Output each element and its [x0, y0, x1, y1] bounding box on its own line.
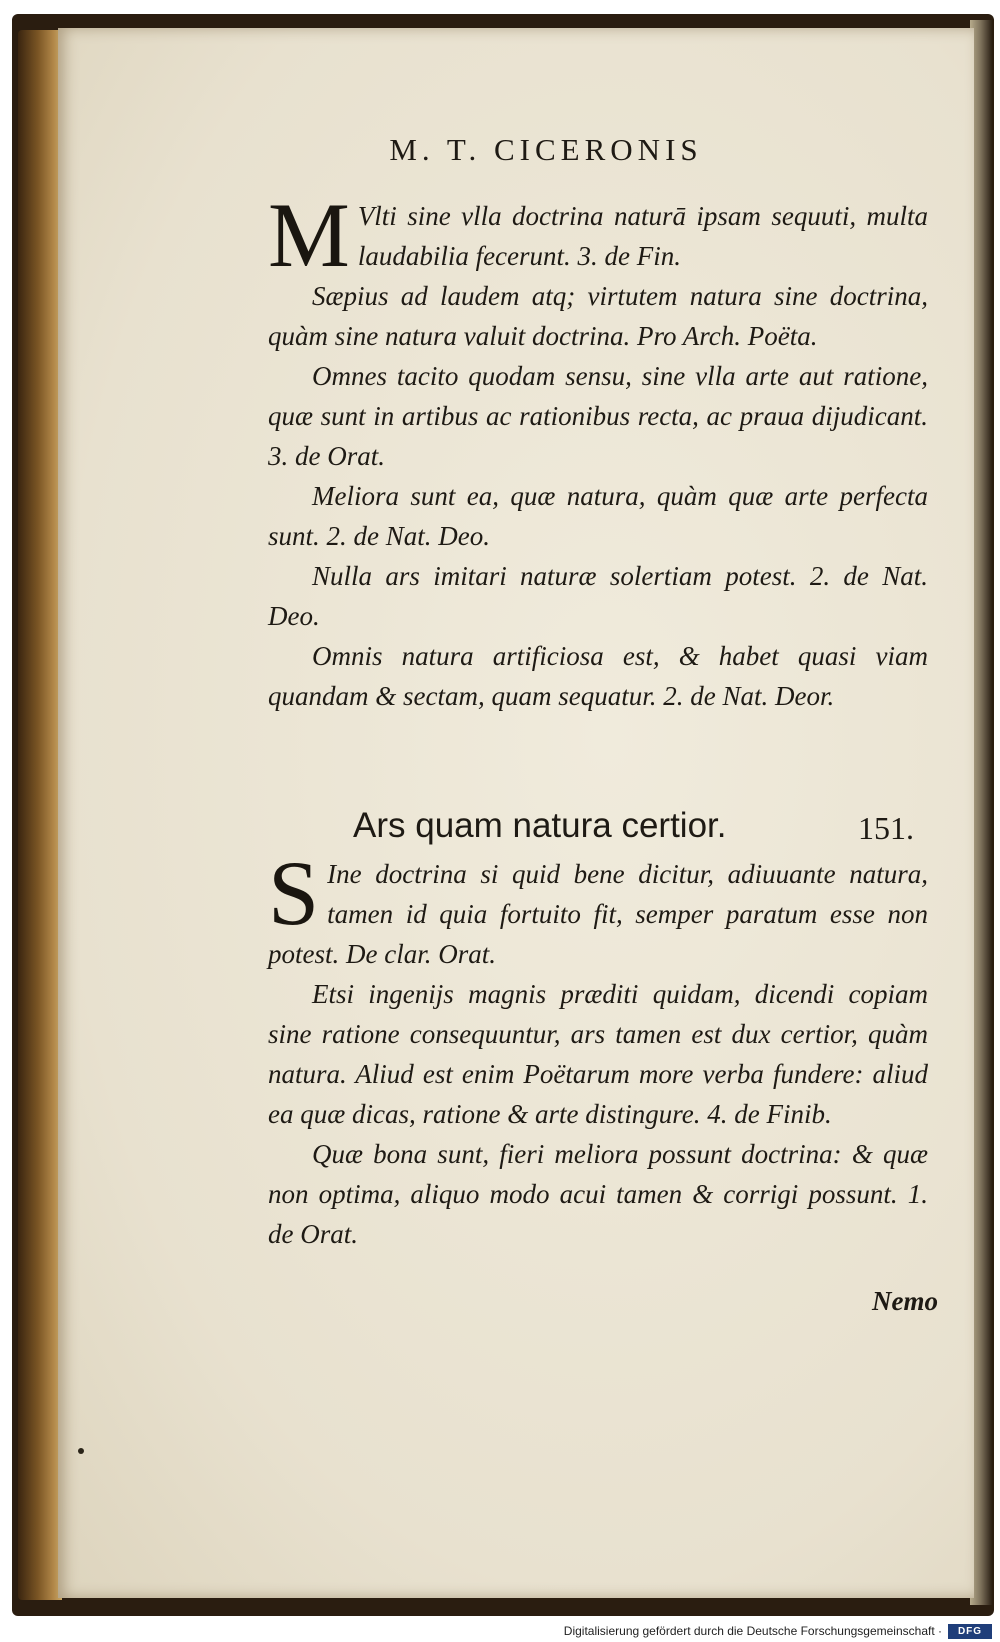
paragraph: Omnes tacito quodam sensu, sine vlla arte aut ratione, quæ sunt in artibus ac rationibus recta, ac praua dijudicant. 3. de Orat.: [268, 361, 928, 471]
book-page: [58, 28, 974, 1598]
paragraph: Quæ bona sunt, fieri meliora possunt doctrina: & quæ non optima, aliquo modo acui tamen & corrigi possunt. 1. de Orat.: [268, 1139, 928, 1249]
section-2-text: [268, 842, 928, 1254]
catchword: Nemo: [872, 1286, 938, 1316]
paper-speck: [78, 1448, 84, 1454]
paragraph: Omnis natura artificiosa est, & habet quasi viam quandam & sectam, quam sequatur. 2. de Nat. Deor.: [268, 641, 928, 711]
dfg-logo: DFG: [948, 1624, 992, 1639]
dropcap-s: S: [268, 842, 320, 944]
paragraph: Nulla ars imitari naturæ solertiam potest. 2. de Nat. Deo.: [268, 561, 928, 631]
dropcap-m: M: [268, 184, 350, 286]
paragraph: Etsi ingenijs magnis præditi quidam, dicendi copiam sine ratione consequuntur, ars tamen est dux certior, quàm natura. Aliud est enim Poëtarum more verba fundere: aliud ea quæ dicas, ratione & arte distingure. 4. de Finib.: [268, 979, 928, 1129]
section-title: Ars quam natura certior.: [353, 806, 727, 845]
section-1-text: [268, 184, 928, 716]
paragraph: Vlti sine vlla doctrina naturā ipsam sequuti, multa laudabilia fecerunt. 3. de Fin.: [357, 201, 928, 271]
footer-credit: Digitalisierung gefördert durch die Deutsche Forschungsgemeinschaft ·: [563, 1624, 942, 1638]
book-spine-edge: [18, 30, 62, 1600]
paragraph: Sæpius ad laudem atq; virtutem natura sine doctrina, quàm sine natura valuit doctrina. Pro Arch. Poëta.: [268, 281, 928, 351]
paragraph: Ine doctrina si quid bene dicitur, adiuuante natura, tamen id quia fortuito fit, semper paratum esse non potest. De clar. Orat.: [268, 859, 928, 969]
paragraph: Meliora sunt ea, quæ natura, quàm quæ arte perfecta sunt. 2. de Nat. Deo.: [268, 481, 928, 551]
section-number: 151.: [858, 810, 914, 846]
running-head: M. T. CICERONIS: [389, 132, 703, 167]
